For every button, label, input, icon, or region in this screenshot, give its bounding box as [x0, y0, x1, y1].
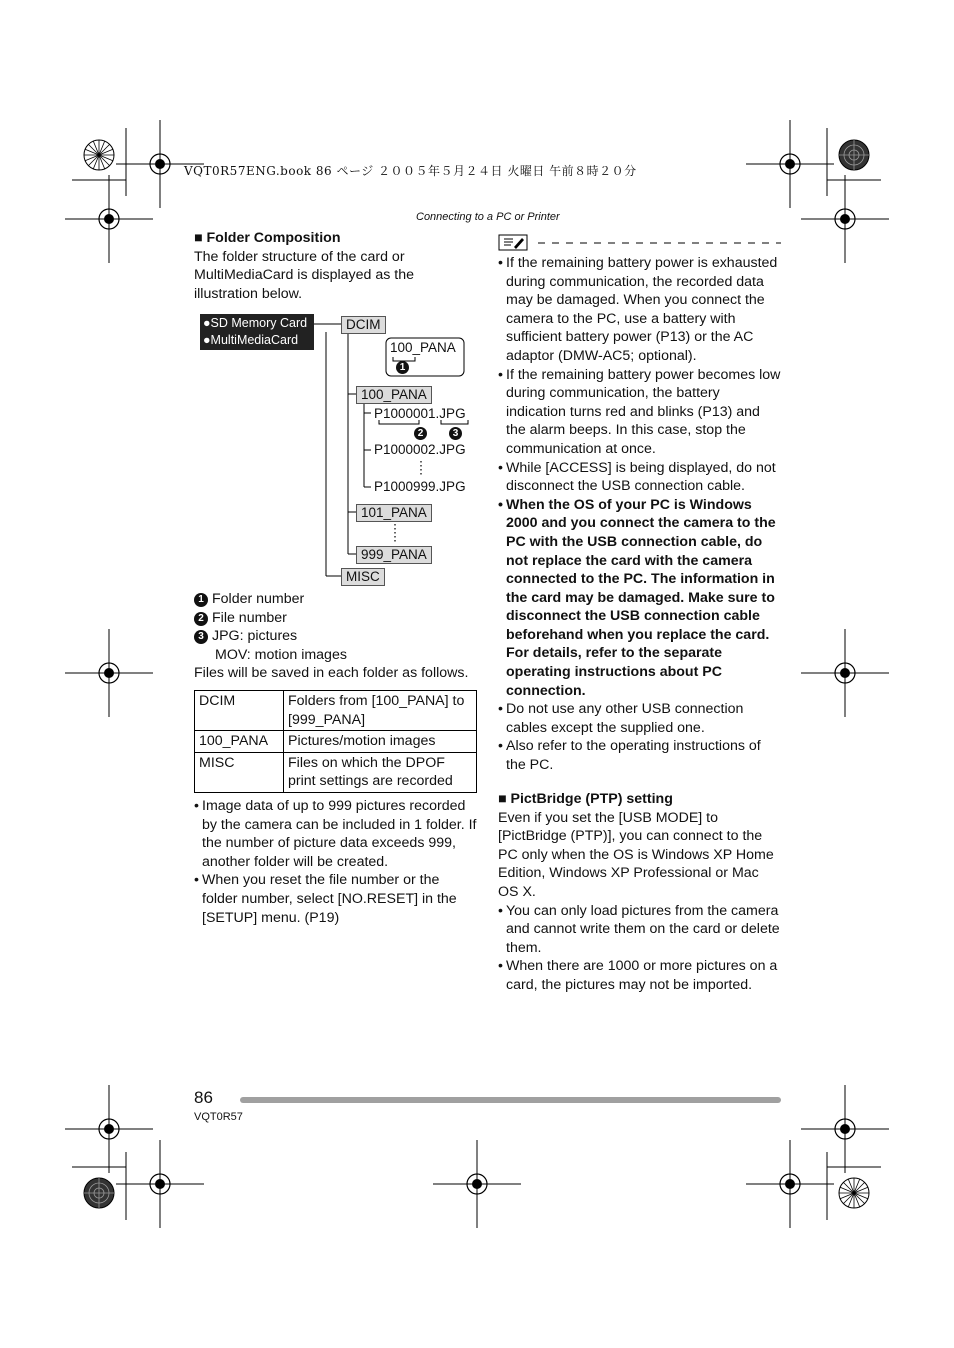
misc-folder: MISC — [341, 568, 385, 586]
folder-999-pana: 999_PANA — [356, 546, 432, 564]
table-cell: 100_PANA — [195, 731, 284, 753]
note-icon — [498, 234, 781, 252]
footer-bar — [240, 1097, 781, 1103]
pictbridge-heading: ■ PictBridge (PTP) setting — [498, 791, 673, 807]
badge-2-icon: 2 — [194, 612, 208, 626]
running-head: Connecting to a PC or Printer — [416, 211, 560, 223]
list-item: • If the remaining battery power is exhausted during communication, the recorded data may be damaged. When you connect the camera to the PC, use a battery with sufficient battery power (P13) or the AC adaptor (DMW-AC5; optional). — [498, 254, 781, 366]
table-cell: Pictures/motion images — [284, 731, 477, 753]
folder-composition-intro: The folder structure of the card or MultiMediaCard is displayed as the illustration below. — [194, 248, 415, 302]
right-notes — [498, 254, 781, 775]
table-row — [195, 731, 477, 753]
badge-1-icon: 1 — [396, 361, 409, 374]
folder-101-pana: 101_PANA — [356, 504, 432, 522]
badge-2-icon: 2 — [414, 427, 427, 440]
legend-item: 2 File number — [194, 609, 484, 628]
table-row — [195, 752, 477, 792]
list-item: • Image data of up to 999 pictures recorded by the camera can be included in 1 folder. If the number of picture data exceeds 999, another folder will be created. — [194, 797, 478, 871]
left-bullets — [194, 797, 478, 927]
list-item: • If the remaining battery power becomes low during communication, the battery indication turns red and blinks (P13) and the alarm beeps. In this case, stop the communication at once. — [498, 366, 781, 459]
legend — [194, 590, 484, 683]
page-number: 86 — [194, 1088, 213, 1107]
pictbridge-section — [498, 790, 781, 995]
folder-100-pana: 100_PANA — [356, 386, 432, 404]
table-cell: MISC — [195, 752, 284, 792]
table-cell: Files on which the DPOF print settings are recorded — [284, 752, 477, 792]
dcim-folder: DCIM — [341, 316, 386, 334]
folder-table — [194, 690, 477, 793]
legend-mov: MOV: motion images — [215, 646, 347, 663]
card-mmc-label: ●MultiMediaCard — [203, 333, 299, 347]
file-p1000002: P1000002.JPG — [374, 442, 466, 457]
list-item: • When there are 1000 or more pictures on a card, the pictures may not be imported. — [498, 957, 781, 994]
pictbridge-text: Even if you set the [USB MODE] to [PictBridge (PTP)], you can connect to the PC only when the OS is Windows XP Home Edition, Windows XP Professional or Mac OS X. — [498, 809, 774, 900]
table-cell: Folders from [100_PANA] to [999_PANA] — [284, 691, 477, 731]
files-saved-text: Files will be saved in each folder as follows. — [194, 665, 469, 682]
list-item: • Also refer to the operating instructions of the PC. — [498, 737, 781, 774]
legend-item: 1 Folder number — [194, 590, 484, 609]
card-sd-label: ●SD Memory Card — [203, 316, 308, 330]
badge-3-icon: 3 — [194, 630, 208, 644]
model-code: VQT0R57 — [194, 1111, 243, 1123]
list-item: • When the OS of your PC is Windows 2000 and you connect the camera to the PC with the USB connection cable, do not replace the card with the camera connected to the PC. The information in the card may be damaged. Make sure to disconnect the USB connection cable beforehand when you replace the card. For details, refer to the separate operating instructions about PC connection. — [498, 496, 781, 701]
list-item: • Do not use any other USB connection cables except the supplied one. — [498, 700, 781, 737]
table-row — [195, 691, 477, 731]
table-cell: DCIM — [195, 691, 284, 731]
folder-composition-heading: ■ Folder Composition — [194, 230, 341, 246]
callout-folder-label: 100_PANA — [390, 340, 456, 355]
list-item: • When you reset the file number or the folder number, select [NO.RESET] in the [SETUP] menu. (P19) — [194, 871, 478, 927]
file-p1000001: P1000001.JPG — [374, 406, 466, 421]
list-item: • You can only load pictures from the camera and cannot write them on the card or delete them. — [498, 902, 781, 958]
file-p1000999: P1000999.JPG — [374, 479, 466, 494]
print-header: VQT0R57ENG.book 86 ページ ２００５年５月２４日 火曜日 午前８時２０分 — [184, 164, 637, 178]
badge-3-icon: 3 — [449, 427, 462, 440]
legend-item: 3 JPG: pictures — [194, 627, 484, 646]
badge-1-icon: 1 — [194, 593, 208, 607]
list-item: • While [ACCESS] is being displayed, do not disconnect the USB connection cable. — [498, 459, 781, 496]
